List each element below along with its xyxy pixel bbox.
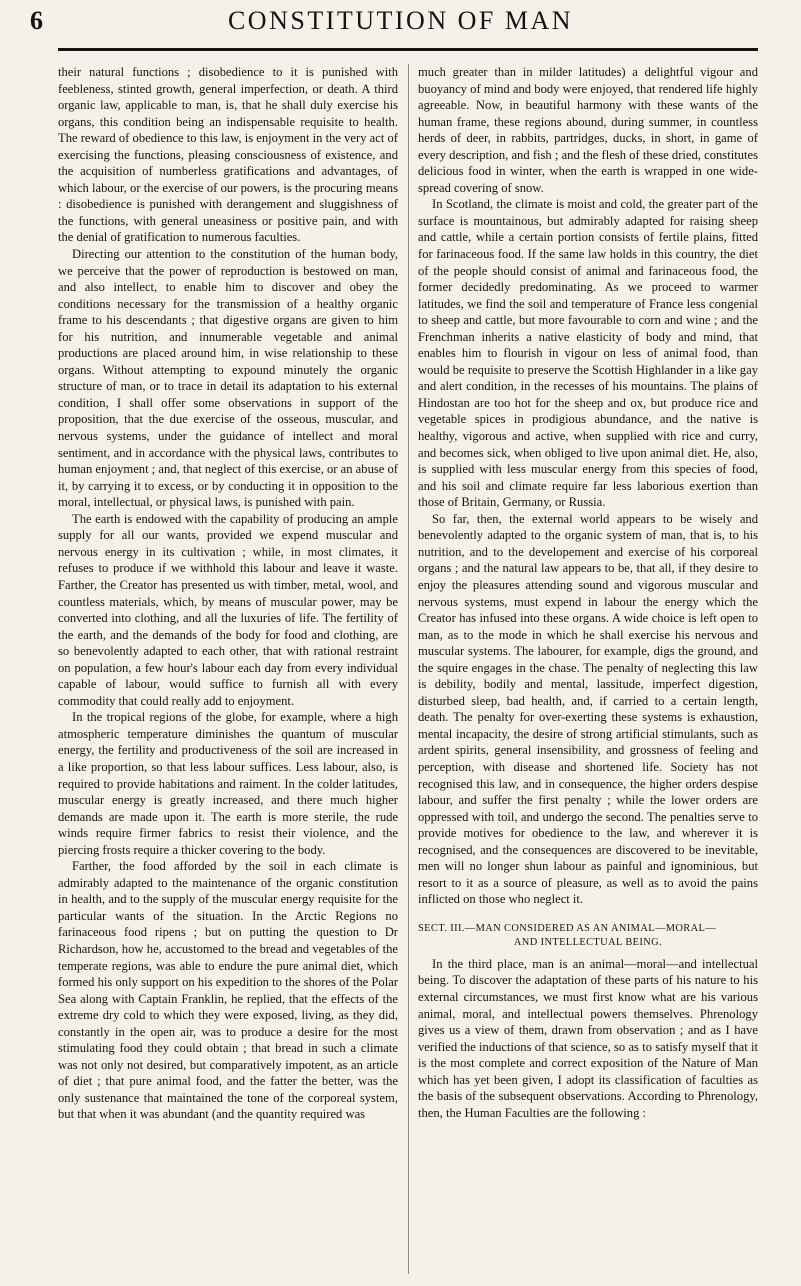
running-head: CONSTITUTION OF MAN xyxy=(227,6,574,35)
paragraph: their natural functions ; disobedience to it is punished with feebleness, stinted growth, general imperfection, or death. A third organic law, applicable to man, is, that he shall duly exercise his organs, this condition being an indispensable requisite to health. The reward of obedience to this law, is enjoyment in the very act of exercising the functions, pleasing consciousness of existence, and the acquisition of numberless gratifications and advantages, of which labour, or the exercise of our powers, is the procuring means : disobedience is punished with derangement and sluggishness of the functions, with general uneasiness or positive pain, and with the denial of gratification to numerous faculties. xyxy=(58,65,398,245)
paragraph: In Scotland, the climate is moist and cold, the greater part of the surface is mountainous, but admirably adapted for raising sheep and cattle, while a certain portion consists of fertile plains, fitted for farinaceous food. If the same law holds in this country, the diet of the people should consist of animal and farinaceous food, the former decidedly predominating. As we proceed to warmer latitudes, we find the soil and temperature of France less congenial to sheep and cattle, but more favourable to corn and wine ; and the Frenchman inherits a native elasticity of body and mind, that enables him to flourish in vigour on less of animal food, than would be requisite to preserve the Scottish Highlander in a like gay and alert condition, in the recesses of his mountains. The plains of Hindostan are too hot for the sheep and ox, but produce rice and vegetable spices in prodigious abundance, and the native is healthy, vigorous and active, when supplied with rice and curry, and becomes sick, when obliged to live upon animal diet. He, also, is supplied with less muscular energy from this species of food, and his soil and climate require far less laborious exertion than those of Britain, Germany, or Russia. xyxy=(418,197,758,510)
paragraph: much greater than in milder latitudes) a delightful vigour and buoyancy of mind and body were enjoyed, that rendered life highly agreeable. Now, in beautiful harmony with these wants of the human frame, these regions abound, during summer, in countless herds of deer, in rabbits, partridges, ducks, in short, in game of every description, and fish ; and the flesh of these dried, constitutes delicious food in winter, when the earth is wrapped in one wide-spread covering of snow. xyxy=(418,65,758,195)
page-header xyxy=(0,0,801,56)
page-number: 6 xyxy=(30,6,43,35)
paragraph: Directing our attention to the constitution of the human body, we perceive that the power of reproduction is bestowed on man, and also intellect, to enable him to discover and obey the conditions necessary for the transmission of a healthy organic frame to his descendants ; that digestive organs are given to him for his nutrition, and innumerable vegetable and animal productions are placed around him, in wise relationship to these organs. Without attempting to expound minutely the organic structure of man, or to trace in detail its adaptation to his external condition, I shall offer some observations in support of the proposition, that the due exercise of the osseous, muscular, and nervous systems, under the guidance of intellect and moral sentiment, and in accordance with the physical laws, contributes to human enjoyment ; and, that neglect of this exercise, or an abuse of it, by carrying it to excess, or by conducting it in opposition to the moral, intellectual, or physical laws, is punished with pain. xyxy=(58,247,398,510)
right-column xyxy=(418,64,758,1121)
paragraph: So far, then, the external world appears to be wisely and benevolently adapted to the organic system of man, that is, to his nutrition, and to the developement and exercise of his corporeal organs ; and the natural law appears to be, that all, if they desire to enjoy the pleasures attending sound and vigorous muscular and nervous systems, must expend in labour the energy which the Creator has infused into these organs. A wide choice is left open to man, as to the mode in which he shall exercise his nervous and muscular systems. The labourer, for example, digs the ground, and the squire engages in the chase. The penalty of neglecting this law is debility, bodily and mental, lassitude, imperfect digestion, disturbed sleep, bad health, and, if carried to a certain length, death. The penalty for over-exerting these systems is exhaustion, mental incapacity, the desire of strong artificial stimulants, such as ardent spirits, general insensibility, and grossness of feeling and perception, with disease and shortened life. Society has not recognised this law, and in consequence, the higher orders despise labour, and suffer the first penalty ; while the lower orders are oppressed with toil, and undergo the second. The penalties serve to provide motives for obedience to the law, and wherever it is recognised, and the consequences are discovered to be inevitable, men will no longer shun labour as painful and ignominious, but resort to it as a source of pleasure, as well as to avoid the pains inflicted on those who neglect it. xyxy=(418,511,758,907)
paragraph: Farther, the food afforded by the soil in each climate is admirably adapted to the maintenance of the organic constitution in health, and to the supply of the muscular energy requisite for the particular wants of the situation. In the Arctic Regions no farinaceous food ripens ; but on putting the question to Dr Richardson, how he, accustomed to the bread and vegetables of the temperate regions, was able to endure the pure animal diet, which formed his only support on his expedition to the shores of the Polar Sea along with Captain Franklin, he replied, that the effects of the extreme dry cold to which they were exposed, living, as they did, constantly in the open air, was to produce a desire for the most stimulating food they could obtain ; that bread in such a climate was not only not desired, but comparatively impotent, as an article of diet ; that pure animal food, and the fatter the better, was the only sustenance that maintained the tone of the corporeal system, but that when it was abundant (and the quantity required was xyxy=(58,859,398,1122)
paragraph: The earth is endowed with the capability of producing an ample supply for all our wants, provided we expend muscular and nervous energy in its cultivation ; while, in most climates, it refuses to produce if we withhold this labour and leave it waste. Farther, the Creator has presented us with timber, metal, wool, and countless materials, which, by means of muscular power, may be converted into clothing, and all the luxuries of life. The fertility of the earth, and the demands of the body for food and clothing, are so benevolently adapted to each other, that with rational restraint on population, a few hour's labour each day from every individual capable of labour, would suffice to furnish all with every commodity that could really add to enjoyment. xyxy=(58,511,398,708)
section-heading-line-1: SECT. III.—MAN CONSIDERED AS AN ANIMAL—MORAL— xyxy=(418,922,717,934)
paragraph: In the tropical regions of the globe, for example, where a high atmospheric temperature diminishes the quantum of muscular energy, the fertility and productiveness of the soil are increased in a like proportion, so that less labour suffices. Less labour, also, is required to provide habitations and raiment. In the colder latitudes, muscular energy is greatly increased, and there much higher demands are made upon it. The earth is more sterile, the rude winds require firmer fabrics to resist their violence, and the piercing frosts require a thicker covering to the body. xyxy=(58,710,398,857)
left-column xyxy=(58,64,398,1123)
paragraph: In the third place, man is an animal—moral—and intellectual being. To discover the adaptation of these parts of his nature to his external circumstances, we must first know what are his various animal, moral, and intellectual powers themselves. Phrenology gives us a view of them, drawn from observation ; and as I have verified the inductions of that science, so as to satisfy myself that it is the most complete and correct exposition of the Nature of Man which has yet been given, I adopt its classification of faculties as the basis of the subsequent observations. According to Phrenology, then, the Human Faculties are the following : xyxy=(418,956,758,1120)
section-heading xyxy=(418,922,758,950)
column-divider xyxy=(408,64,409,1274)
header-rule xyxy=(58,48,758,51)
section-heading-line-2: AND INTELLECTUAL BEING. xyxy=(513,936,663,948)
